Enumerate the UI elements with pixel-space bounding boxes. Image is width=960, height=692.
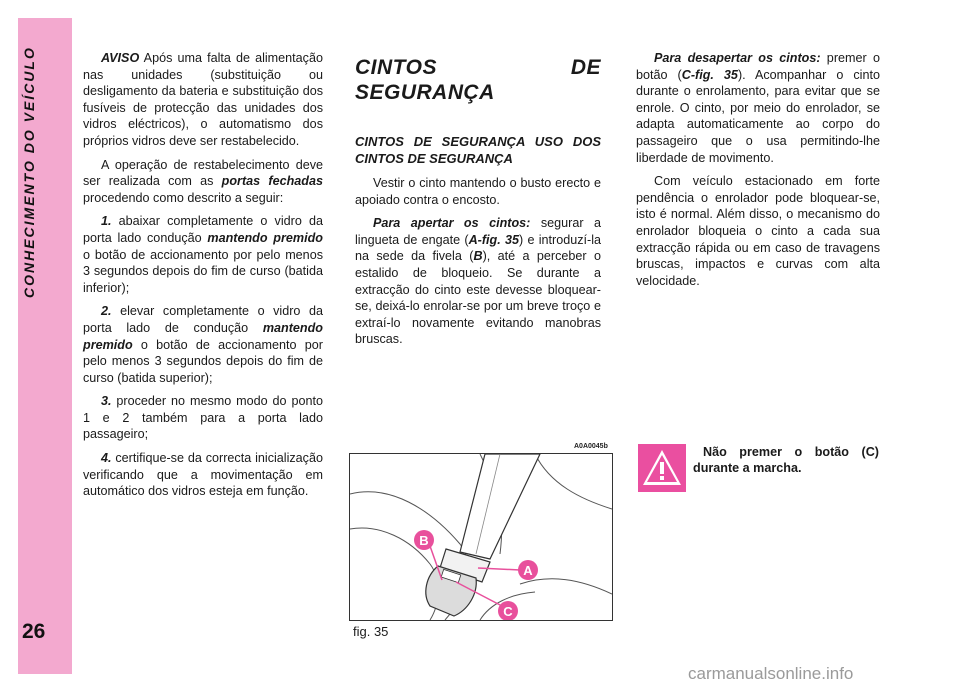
step-4-text: certifique-se da correcta inicialização verificando que a movimentação em automático dos vidros esteja em função. — [83, 451, 323, 499]
retractor-paragraph: Com veículo estacionado em forte pendência o enrolador pode bloquear-se, isto é normal. Além disso, o mecanismo do enrolador bloqueia o cinto a cada sua extracção rápida ou em caso de travagens bruscas, impactos e curvas com alta velocidade. — [636, 174, 880, 288]
seatbelt-figure — [349, 453, 613, 621]
section-title-vertical: CONHECIMENTO DO VEÍCULO — [21, 46, 37, 298]
step-3-text: proceder no mesmo modo do ponto 1 e 2 também para a porta lado passageiro; — [83, 394, 323, 442]
seatbelt-illustration — [350, 454, 612, 620]
step-4 — [83, 450, 323, 500]
watermark: carmanualsonline.info — [688, 664, 854, 683]
column-right — [636, 50, 880, 296]
column-left — [83, 50, 323, 507]
fasten-ref-a: A-fig. 35 — [468, 232, 520, 247]
fasten-text-c: ), até a perceber o estalido de bloqueio. Se durante a extracção do cinto este devesse bloquear-se, deixá-lo enrolar-se por um breve troço e extraí-lo novamente evitando manobras bruscas. — [355, 249, 601, 347]
restore-intro-text: A operação de restabelecimento deve ser realizada com as — [83, 157, 323, 189]
unfasten-ref: C-fig. 35 — [681, 67, 738, 82]
fasten-paragraph — [355, 215, 601, 348]
step-1-text: abaixar completamente o vidro da porta lado condução — [83, 214, 323, 245]
belt-webbing — [460, 454, 540, 559]
step-2 — [83, 303, 323, 386]
callout-b-label: B — [419, 533, 429, 548]
page-number: 26 — [22, 620, 46, 643]
step-1-bold: mantendo premido — [207, 230, 323, 245]
figure-caption: fig. 35 — [353, 624, 389, 639]
step-4-number: 4. — [101, 451, 112, 466]
section-subheading: CINTOS DE SEGURANÇA USO DOS CINTOS DE SEGURANÇA — [355, 134, 601, 166]
fasten-text-a: segurar a lingueta de engate ( — [355, 216, 602, 247]
step-2-number: 2. — [101, 304, 112, 319]
aviso-paragraph — [83, 50, 323, 150]
seat-contour-right — [535, 454, 612, 509]
warning-text: Não premer o botão (C) durante a marcha. — [693, 445, 879, 475]
aviso-text: Após uma falta de alimentação nas unidades (substituição ou desligamento da bateria e substituição dos fusíveis de protecção das unidades dos vidros eléctricos), o automatismo dos próprios vidros deve ser restabelecido. — [83, 51, 323, 148]
restore-intro — [83, 157, 323, 207]
fasten-text-b: ) e introduzí-la na sede da fivela ( — [355, 232, 601, 264]
column-middle — [355, 50, 601, 355]
figure-code: A0A0045b — [574, 443, 608, 450]
section-heading: CINTOS DE SEGURANÇA — [355, 56, 601, 104]
unfasten-text-b: ). Acompanhar o cinto durante o enrolamento, para evitar que se enrole. O cinto, por meio do enrolador, se adapta automaticamente ao corpo do passageiro que o usa permitindo-lhe liberdade de movimento. — [636, 67, 880, 165]
step-1-number: 1. — [101, 214, 112, 229]
step-1 — [83, 213, 323, 296]
step-2-bold: mantendo premido — [83, 320, 323, 352]
warning-box — [638, 444, 686, 492]
unfasten-label: Para desapertar os cintos: — [654, 51, 821, 65]
step-1-tail: o botão de accionamento por pelo menos 3 segundos depois do fim de curso (batida inferior); — [83, 247, 323, 295]
step-2-text: elevar completamente o vidro da porta lado de condução — [83, 304, 323, 335]
restore-intro-bold: portas fechadas — [221, 174, 323, 189]
fasten-ref-b: B — [473, 249, 483, 264]
callout-a-label: A — [523, 563, 533, 578]
restore-intro-tail: procedendo como descrito a seguir: — [83, 190, 284, 205]
step-3-number: 3. — [101, 394, 112, 409]
callout-c-label: C — [503, 604, 513, 619]
aviso-label: AVISO — [101, 51, 140, 65]
unfasten-paragraph — [636, 50, 880, 166]
warning-triangle-icon — [638, 444, 686, 492]
step-2-tail: o botão de accionamento por pelo menos 3 segundos depois do fim de curso (batida superior); — [83, 337, 323, 385]
step-3 — [83, 393, 323, 443]
seat-posture-paragraph: Vestir o cinto mantendo o busto erecto e apoiado contra o encosto. — [355, 176, 601, 207]
unfasten-text-a: premer o botão ( — [636, 51, 880, 82]
fasten-label: Para apertar os cintos: — [373, 216, 531, 231]
